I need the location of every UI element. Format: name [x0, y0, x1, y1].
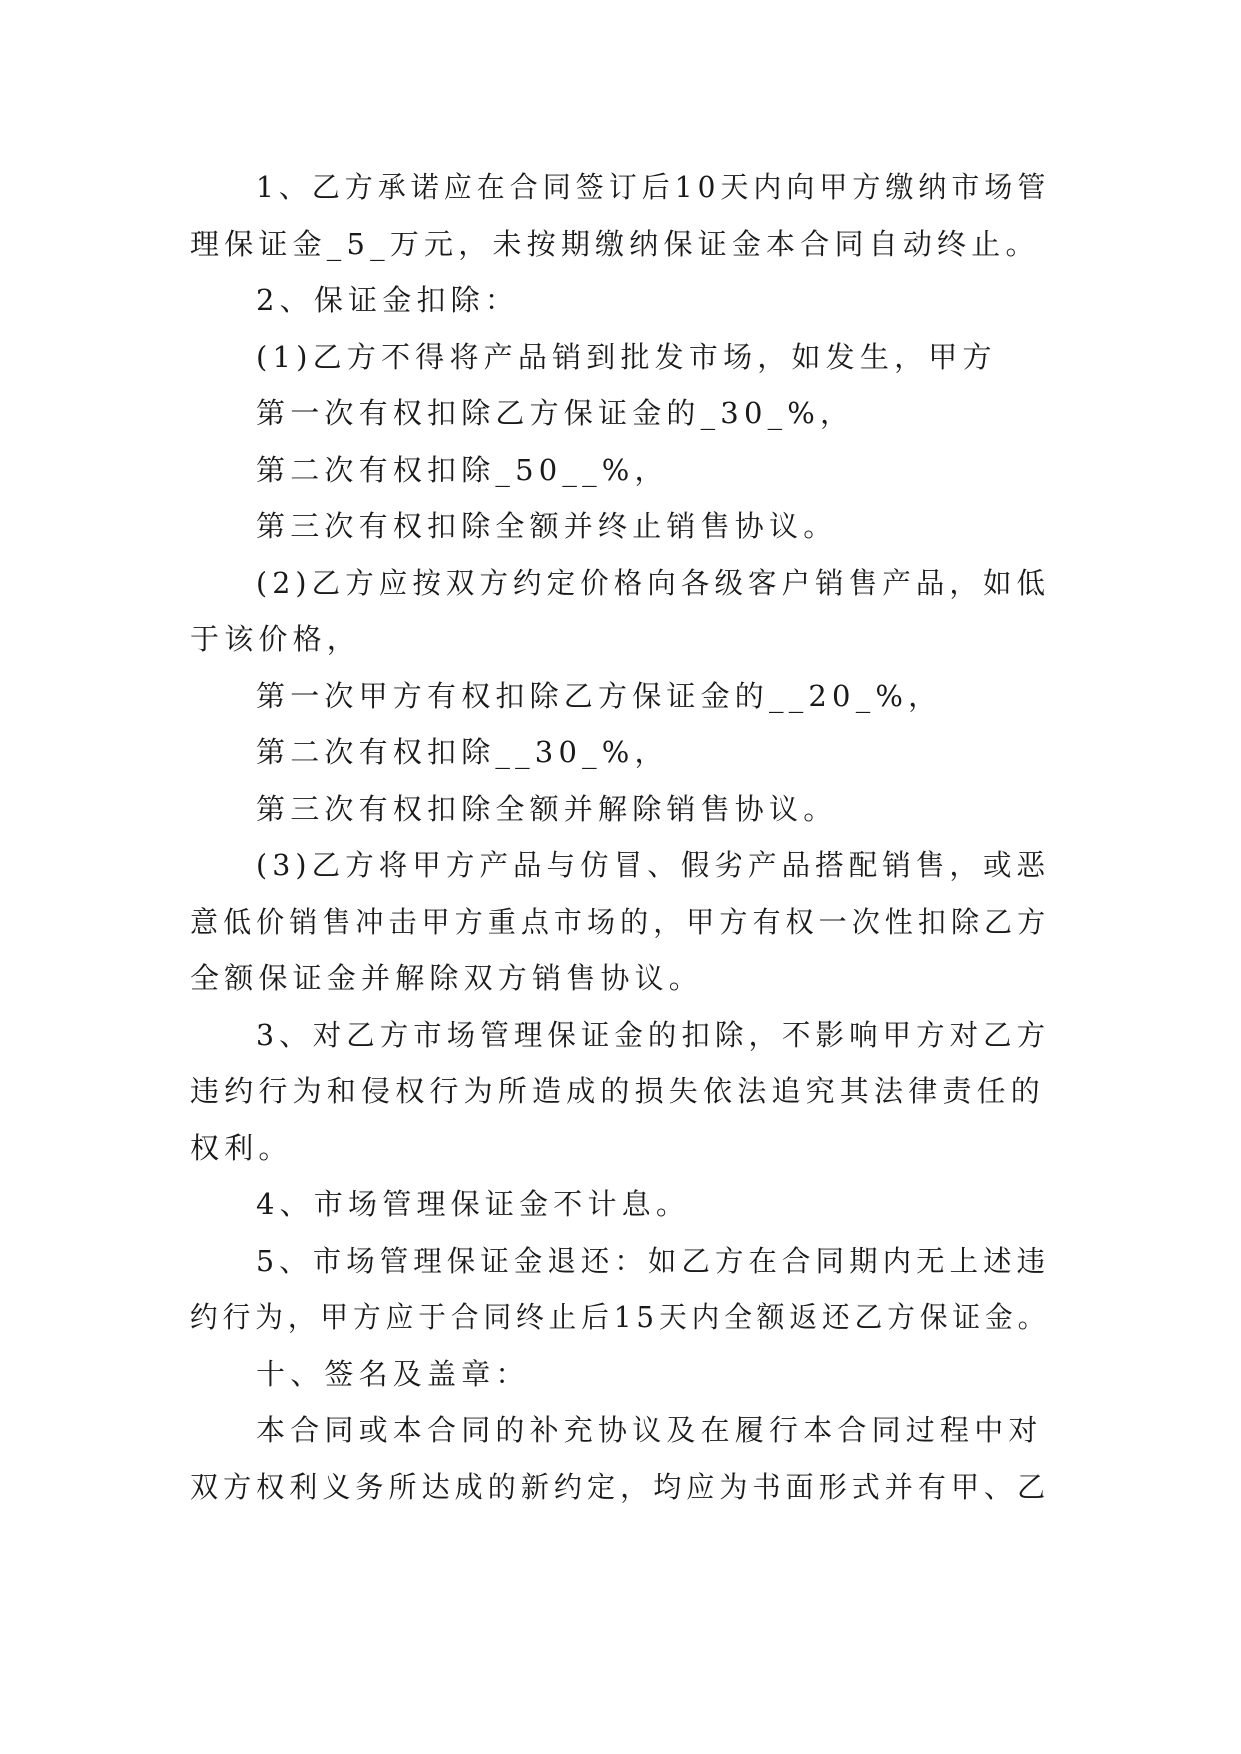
text-line: (1)乙方不得将产品销到批发市场，如发生，甲方: [256, 340, 997, 374]
text-line: 违约行为和侵权行为所造成的损失依法追究其法律责任的: [190, 1074, 1046, 1108]
text-line: 第一次甲方有权扣除乙方保证金的__20_%，: [256, 679, 943, 713]
text-line: 第三次有权扣除全额并解除销售协议。: [256, 792, 838, 826]
text-line: 3、对乙方市场管理保证金的扣除，不影响甲方对乙方: [256, 1018, 1051, 1052]
text-line: 第二次有权扣除_50__%，: [256, 453, 669, 487]
text-line: 意低价销售冲击甲方重点市场的，甲方有权一次性扣除乙方: [190, 905, 1051, 939]
text-line: 第一次有权扣除乙方保证金的_30_%，: [256, 396, 855, 430]
text-line: 5、市场管理保证金退还：如乙方在合同期内无上述违: [256, 1244, 1051, 1278]
text-line: 双方权利义务所达成的新约定，均应为书面形式并有甲、乙: [190, 1470, 1051, 1504]
text-line: 4、市场管理保证金不计息。: [256, 1187, 691, 1221]
text-line: 1、乙方承诺应在合同签订后10天内向甲方缴纳市场管: [256, 170, 1051, 204]
text-line: 本合同或本合同的补充协议及在履行本合同过程中对: [256, 1413, 1043, 1447]
text-line: 第三次有权扣除全额并终止销售协议。: [256, 509, 838, 543]
text-line: (2)乙方应按双方约定价格向各级客户销售产品，如低: [256, 566, 1051, 600]
text-line: 第二次有权扣除__30_%，: [256, 735, 669, 769]
text-line: 2、保证金扣除：: [256, 283, 520, 317]
text-line: 十、签名及盖章：: [256, 1357, 530, 1391]
text-line: 于该价格，: [190, 622, 362, 656]
text-line: 全额保证金并解除双方销售协议。: [190, 961, 704, 995]
text-line: (3)乙方将甲方产品与仿冒、假劣产品搭配销售，或恶: [256, 848, 1051, 882]
text-line: 权利。: [190, 1131, 293, 1165]
text-line: 理保证金_5_万元，未按期缴纳保证金本合同自动终止。: [190, 227, 1040, 261]
text-line: 约行为，甲方应于合同终止后15天内全额返还乙方保证金。: [190, 1300, 1051, 1334]
